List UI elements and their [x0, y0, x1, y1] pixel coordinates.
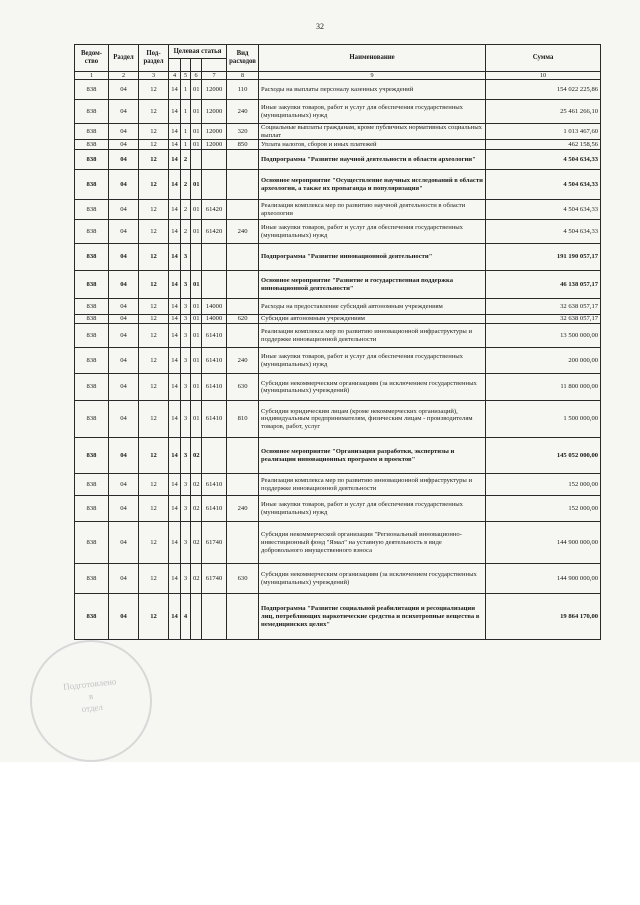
cell-c2: 2 [181, 170, 191, 200]
page-number: 32 [316, 22, 324, 31]
cell-sum: 145 052 000,00 [486, 438, 601, 474]
header-podrazdel: Под-раздел [139, 45, 169, 72]
cell-name: Уплата налогов, сборов и иных платежей [259, 140, 486, 150]
table-row [75, 348, 601, 374]
cell-c4 [202, 271, 227, 299]
table-body [75, 80, 601, 640]
cell-r: 04 [109, 200, 139, 220]
cell-name: Иные закупки товаров, работ и услуг для обеспечения государственных (муниципальных) нужд [259, 100, 486, 124]
table-row [75, 594, 601, 640]
cell-v: 838 [75, 348, 109, 374]
cell-vid [227, 299, 259, 315]
cell-c3: 01 [191, 170, 202, 200]
cell-c1: 14 [169, 315, 181, 324]
cell-c1: 14 [169, 374, 181, 401]
cell-c3: 02 [191, 564, 202, 594]
cell-name: Подпрограмма "Развитие научной деятельности в области археологии" [259, 150, 486, 170]
cell-vid: 810 [227, 401, 259, 438]
cell-r: 04 [109, 100, 139, 124]
cell-name: Субсидии некоммерческим организациям (за исключением государственных (муниципальных) учреждений) [259, 564, 486, 594]
cell-c1: 14 [169, 564, 181, 594]
cell-c2: 2 [181, 200, 191, 220]
cell-c4 [202, 170, 227, 200]
cell-p: 12 [139, 315, 169, 324]
cell-c3: 01 [191, 401, 202, 438]
table-row [75, 299, 601, 315]
cell-c1: 14 [169, 170, 181, 200]
table-row [75, 324, 601, 348]
cell-c4 [202, 594, 227, 640]
cell-c3 [191, 150, 202, 170]
cell-c3: 01 [191, 200, 202, 220]
cell-name: Иные закупки товаров, работ и услуг для обеспечения государственных (муниципальных) нужд [259, 496, 486, 522]
cell-c2: 3 [181, 374, 191, 401]
col-number: 7 [202, 72, 227, 80]
cell-name: Подпрограмма "Развитие инновационной деятельности" [259, 244, 486, 271]
cell-sum: 200 000,00 [486, 348, 601, 374]
cell-c3: 01 [191, 324, 202, 348]
cell-c2: 3 [181, 299, 191, 315]
cell-c4: 61410 [202, 401, 227, 438]
cell-name: Основное мероприятие "Осуществление научных исследований в области археологии, а также их пропаганда и популяризация" [259, 170, 486, 200]
cell-r: 04 [109, 244, 139, 271]
cell-v: 838 [75, 474, 109, 496]
col-number: 6 [191, 72, 202, 80]
column-number-row [75, 72, 601, 80]
cell-name: Субсидии юридическим лицам (кроме некоммерческих организаций), индивидуальным предпринимателям, физическим лицам - производителям товаров, работ, услуг [259, 401, 486, 438]
cell-c1: 14 [169, 124, 181, 140]
cell-c1: 14 [169, 140, 181, 150]
cell-sum: 19 864 170,00 [486, 594, 601, 640]
table-row [75, 315, 601, 324]
cell-vid [227, 324, 259, 348]
cell-sum: 462 158,56 [486, 140, 601, 150]
cell-p: 12 [139, 474, 169, 496]
cell-c2: 3 [181, 324, 191, 348]
table-row [75, 271, 601, 299]
cell-c3: 02 [191, 522, 202, 564]
cell-c4: 12000 [202, 124, 227, 140]
cell-v: 838 [75, 80, 109, 100]
cell-r: 04 [109, 80, 139, 100]
cell-name: Социальные выплаты гражданам, кроме публичных нормативных социальных выплат [259, 124, 486, 140]
cell-c4: 61410 [202, 374, 227, 401]
header-celevaya: Целевая статья [169, 45, 227, 59]
col-number: 9 [259, 72, 486, 80]
cell-sum: 1 500 000,00 [486, 401, 601, 438]
cell-p: 12 [139, 80, 169, 100]
cell-c3: 01 [191, 299, 202, 315]
cell-sum: 1 013 467,60 [486, 124, 601, 140]
header-summa: Сумма [486, 45, 601, 72]
col-number: 2 [109, 72, 139, 80]
cell-name: Реализация комплекса мер по развитию инновационной инфраструктуры и поддержке инновационной деятельности [259, 474, 486, 496]
cell-sum: 46 138 057,17 [486, 271, 601, 299]
cell-c3: 01 [191, 271, 202, 299]
col-number: 10 [486, 72, 601, 80]
cell-c2: 3 [181, 522, 191, 564]
cell-c1: 14 [169, 200, 181, 220]
cell-vid [227, 438, 259, 474]
cell-sum: 4 504 634,33 [486, 150, 601, 170]
cell-vid: 320 [227, 124, 259, 140]
cell-c3 [191, 594, 202, 640]
cell-r: 04 [109, 474, 139, 496]
cell-v: 838 [75, 324, 109, 348]
table-row [75, 474, 601, 496]
cell-c4: 61420 [202, 200, 227, 220]
cell-r: 04 [109, 324, 139, 348]
cell-vid [227, 522, 259, 564]
cell-c1: 14 [169, 299, 181, 315]
cell-c1: 14 [169, 220, 181, 244]
cell-sum: 4 504 634,33 [486, 220, 601, 244]
cell-p: 12 [139, 348, 169, 374]
cell-c2: 3 [181, 348, 191, 374]
cell-c1: 14 [169, 150, 181, 170]
cell-name: Субсидия некоммерческой организации "Региональный инновационно-инвестиционный фонд "Ямал" на уставную деятельность в виде добровольного имущественного взноса [259, 522, 486, 564]
cell-p: 12 [139, 324, 169, 348]
cell-vid [227, 474, 259, 496]
cell-c3: 01 [191, 220, 202, 244]
cell-sum: 154 022 225,86 [486, 80, 601, 100]
cell-vid [227, 594, 259, 640]
cell-name: Иные закупки товаров, работ и услуг для обеспечения государственных (муниципальных) нужд [259, 220, 486, 244]
cell-c2: 2 [181, 150, 191, 170]
col-number: 8 [227, 72, 259, 80]
cell-c2: 2 [181, 220, 191, 244]
cell-r: 04 [109, 348, 139, 374]
cell-c3: 02 [191, 474, 202, 496]
stamp-text: Подготовлено в отдел [62, 676, 117, 715]
table-row [75, 438, 601, 474]
cell-name: Реализация комплекса мер по развитию инновационной инфраструктуры и поддержке инновационной деятельности [259, 324, 486, 348]
cell-c2: 3 [181, 496, 191, 522]
cell-c3: 01 [191, 315, 202, 324]
cell-p: 12 [139, 374, 169, 401]
cell-v: 838 [75, 299, 109, 315]
cell-p: 12 [139, 594, 169, 640]
table-row [75, 80, 601, 100]
header-naimenovanie: Наименование [259, 45, 486, 72]
cell-v: 838 [75, 150, 109, 170]
cell-c4: 61410 [202, 496, 227, 522]
cell-sum: 4 504 634,33 [486, 200, 601, 220]
cell-v: 838 [75, 496, 109, 522]
cell-c2: 1 [181, 124, 191, 140]
cell-c2: 3 [181, 438, 191, 474]
cell-c4 [202, 438, 227, 474]
cell-c1: 14 [169, 80, 181, 100]
cell-c4: 61410 [202, 348, 227, 374]
cell-r: 04 [109, 124, 139, 140]
cell-name: Реализация комплекса мер по развитию научной деятельности в области археологии [259, 200, 486, 220]
col-number: 5 [181, 72, 191, 80]
cell-c4: 12000 [202, 100, 227, 124]
cell-vid [227, 150, 259, 170]
cell-v: 838 [75, 564, 109, 594]
cell-r: 04 [109, 564, 139, 594]
cell-vid: 240 [227, 100, 259, 124]
cell-c2: 3 [181, 244, 191, 271]
cell-v: 838 [75, 200, 109, 220]
cell-p: 12 [139, 496, 169, 522]
cell-v: 838 [75, 594, 109, 640]
cell-name: Расходы на предоставление субсидий автономным учреждениям [259, 299, 486, 315]
cell-c1: 14 [169, 348, 181, 374]
table-row [75, 374, 601, 401]
cell-v: 838 [75, 401, 109, 438]
cell-p: 12 [139, 200, 169, 220]
cell-r: 04 [109, 140, 139, 150]
cell-v: 838 [75, 140, 109, 150]
cell-p: 12 [139, 150, 169, 170]
header-vid: Вид расходов [227, 45, 259, 72]
cell-c1: 14 [169, 438, 181, 474]
stamp [30, 640, 152, 762]
table-row [75, 564, 601, 594]
cell-v: 838 [75, 522, 109, 564]
cell-c4: 61740 [202, 564, 227, 594]
cell-c4: 12000 [202, 140, 227, 150]
cell-c3: 02 [191, 496, 202, 522]
table-row [75, 522, 601, 564]
cell-vid: 240 [227, 348, 259, 374]
cell-c1: 14 [169, 401, 181, 438]
table-row [75, 170, 601, 200]
cell-r: 04 [109, 220, 139, 244]
cell-v: 838 [75, 220, 109, 244]
table-row [75, 200, 601, 220]
cell-p: 12 [139, 401, 169, 438]
cell-p: 12 [139, 522, 169, 564]
cell-r: 04 [109, 150, 139, 170]
cell-p: 12 [139, 124, 169, 140]
cell-c4: 61740 [202, 522, 227, 564]
cell-sum: 32 638 057,17 [486, 315, 601, 324]
cell-c1: 14 [169, 244, 181, 271]
cell-sum: 152 000,00 [486, 474, 601, 496]
header-razdel: Раздел [109, 45, 139, 72]
cell-vid: 630 [227, 374, 259, 401]
table-row [75, 220, 601, 244]
cell-c1: 14 [169, 474, 181, 496]
cell-sum: 25 461 266,10 [486, 100, 601, 124]
cell-vid: 630 [227, 564, 259, 594]
table-row [75, 496, 601, 522]
cell-vid: 240 [227, 496, 259, 522]
cell-c3: 01 [191, 124, 202, 140]
cell-name: Подпрограмма "Развитие социальной реабилитации и ресоциализации лиц, потребляющих наркотические средства и психотропные вещества в немедицинских целях" [259, 594, 486, 640]
cell-sum: 32 638 057,17 [486, 299, 601, 315]
cell-sum: 191 190 057,17 [486, 244, 601, 271]
table-row [75, 244, 601, 271]
cell-c2: 4 [181, 594, 191, 640]
cell-sum: 144 900 000,00 [486, 522, 601, 564]
cell-c3: 01 [191, 100, 202, 124]
cell-sum: 144 900 000,00 [486, 564, 601, 594]
cell-v: 838 [75, 438, 109, 474]
cell-name: Субсидии автономным учреждениям [259, 315, 486, 324]
cell-r: 04 [109, 271, 139, 299]
cell-c4: 14000 [202, 299, 227, 315]
cell-r: 04 [109, 299, 139, 315]
cell-c3: 01 [191, 374, 202, 401]
cell-c4: 61410 [202, 474, 227, 496]
cell-name: Субсидии некоммерческим организациям (за исключением государственных (муниципальных) учреждений) [259, 374, 486, 401]
cell-vid: 110 [227, 80, 259, 100]
cell-name: Основное мероприятие "Развитие и государственная поддержка инновационной деятельности" [259, 271, 486, 299]
table-row [75, 401, 601, 438]
cell-vid [227, 200, 259, 220]
cell-sum: 152 000,00 [486, 496, 601, 522]
cell-p: 12 [139, 271, 169, 299]
cell-v: 838 [75, 244, 109, 271]
cell-c2: 3 [181, 271, 191, 299]
cell-p: 12 [139, 244, 169, 271]
col-number: 4 [169, 72, 181, 80]
cell-sum: 4 504 634,33 [486, 170, 601, 200]
cell-p: 12 [139, 564, 169, 594]
cell-c1: 14 [169, 100, 181, 124]
cell-c2: 1 [181, 100, 191, 124]
cell-c4 [202, 244, 227, 271]
cell-r: 04 [109, 594, 139, 640]
cell-c3: 01 [191, 80, 202, 100]
cell-c4: 61420 [202, 220, 227, 244]
cell-name: Основное мероприятие "Организация разработки, экспертизы и реализации инновационных программ и проектов" [259, 438, 486, 474]
cell-c3: 01 [191, 348, 202, 374]
cell-c1: 14 [169, 271, 181, 299]
table-row [75, 140, 601, 150]
table-row [75, 150, 601, 170]
cell-c2: 3 [181, 401, 191, 438]
cell-sum: 11 800 000,00 [486, 374, 601, 401]
cell-vid [227, 271, 259, 299]
cell-v: 838 [75, 100, 109, 124]
cell-vid [227, 244, 259, 271]
cell-vid: 240 [227, 220, 259, 244]
cell-c4: 12000 [202, 80, 227, 100]
cell-c2: 3 [181, 474, 191, 496]
cell-c3: 01 [191, 140, 202, 150]
cell-v: 838 [75, 170, 109, 200]
cell-vid: 850 [227, 140, 259, 150]
cell-r: 04 [109, 374, 139, 401]
table-row [75, 100, 601, 124]
cell-r: 04 [109, 401, 139, 438]
cell-r: 04 [109, 496, 139, 522]
cell-c1: 14 [169, 594, 181, 640]
cell-v: 838 [75, 374, 109, 401]
col-number: 3 [139, 72, 169, 80]
col-number: 1 [75, 72, 109, 80]
cell-vid: 620 [227, 315, 259, 324]
cell-p: 12 [139, 140, 169, 150]
cell-c2: 3 [181, 315, 191, 324]
cell-c1: 14 [169, 324, 181, 348]
cell-c1: 14 [169, 496, 181, 522]
cell-p: 12 [139, 220, 169, 244]
budget-table [74, 44, 601, 640]
cell-r: 04 [109, 522, 139, 564]
cell-c3: 02 [191, 438, 202, 474]
header-vedomstvo: Ведом-ство [75, 45, 109, 72]
cell-c4: 61410 [202, 324, 227, 348]
header-row [75, 45, 601, 59]
cell-v: 838 [75, 124, 109, 140]
cell-c4 [202, 150, 227, 170]
cell-vid [227, 170, 259, 200]
cell-r: 04 [109, 315, 139, 324]
table-row [75, 124, 601, 140]
cell-c1: 14 [169, 522, 181, 564]
cell-v: 838 [75, 315, 109, 324]
cell-p: 12 [139, 170, 169, 200]
cell-p: 12 [139, 100, 169, 124]
cell-p: 12 [139, 438, 169, 474]
cell-r: 04 [109, 438, 139, 474]
cell-c3 [191, 244, 202, 271]
cell-c4: 14000 [202, 315, 227, 324]
cell-sum: 13 500 000,00 [486, 324, 601, 348]
cell-name: Иные закупки товаров, работ и услуг для обеспечения государственных (муниципальных) нужд [259, 348, 486, 374]
cell-r: 04 [109, 170, 139, 200]
cell-p: 12 [139, 299, 169, 315]
cell-c2: 1 [181, 140, 191, 150]
cell-c2: 3 [181, 564, 191, 594]
cell-c2: 1 [181, 80, 191, 100]
cell-name: Расходы на выплаты персоналу казенных учреждений [259, 80, 486, 100]
cell-v: 838 [75, 271, 109, 299]
